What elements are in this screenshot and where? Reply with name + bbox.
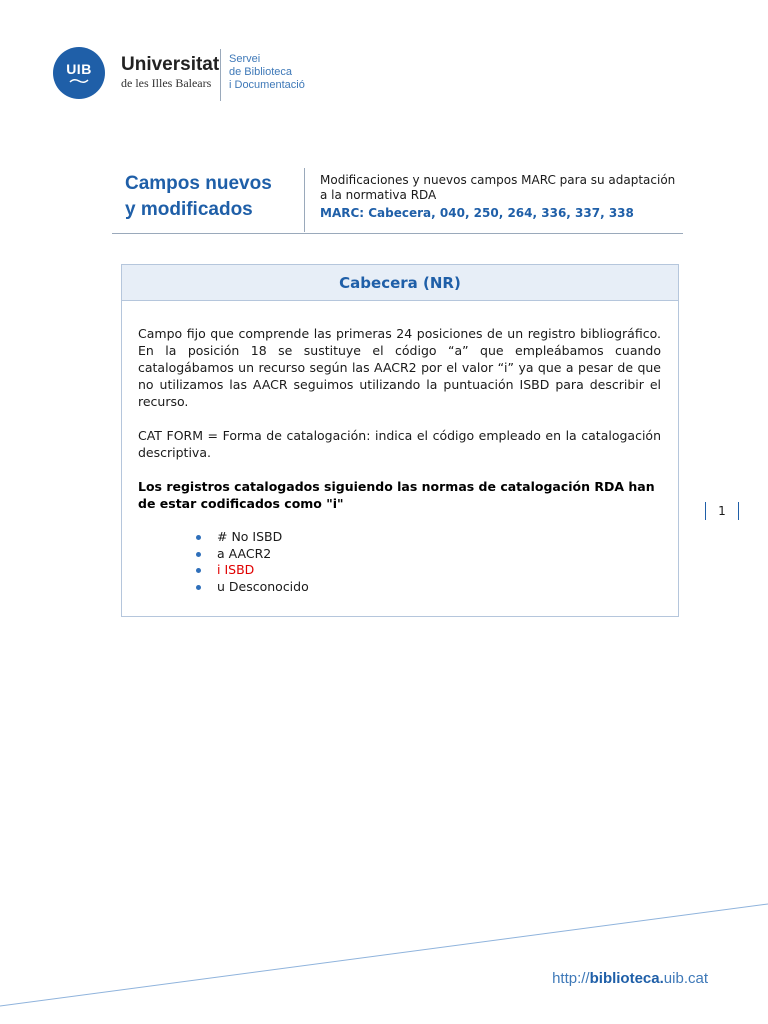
bullet-icon bbox=[196, 552, 201, 557]
paragraph-cat-form: CAT FORM = Forma de catalogación: indica el código empleado en la catalogación descriptiva. bbox=[138, 428, 661, 460]
title-line1: Campos nuevos bbox=[125, 173, 272, 194]
decorative-line bbox=[0, 900, 768, 1010]
header-horizontal-divider bbox=[112, 233, 683, 234]
code-no-isbd: # No ISBD bbox=[217, 529, 283, 544]
header-description: Modificaciones y nuevos campos MARC para su adaptación a la normativa RDA bbox=[320, 173, 676, 202]
code-aacr2: a AACR2 bbox=[217, 545, 272, 561]
document-header bbox=[112, 168, 683, 234]
service-line1: Servei bbox=[229, 53, 261, 65]
logo-divider bbox=[220, 49, 221, 101]
university-line2: de les Illes Balears bbox=[121, 76, 212, 90]
list-item bbox=[196, 546, 661, 563]
uib-seal-icon bbox=[53, 47, 105, 99]
url-prefix: http:// bbox=[552, 970, 590, 987]
url-bold: biblioteca. bbox=[589, 970, 664, 987]
university-line1: Universitat bbox=[121, 54, 220, 75]
marc-fields: MARC: Cabecera, 040, 250, 264, 336, 337, 338 bbox=[320, 206, 634, 220]
service-line2: de Biblioteca bbox=[229, 66, 292, 78]
section-body bbox=[138, 325, 661, 595]
footer-url[interactable] bbox=[552, 970, 708, 987]
page-number-value: 1 bbox=[718, 504, 726, 518]
paragraph-description: Campo fijo que comprende las primeras 24 posiciones de un registro bibliográfico. En la posición 18 se sustituye el código “a” que empleábamos cuando catalogábamos un recurso según las AACR2 por el valor “i” ya que a pesar de que no utilizamos las AACR seguimos utilizando la puntuación ISBD para describir el recurso. bbox=[138, 326, 661, 409]
page-number bbox=[705, 502, 739, 520]
section-header bbox=[122, 265, 678, 301]
section-heading: Cabecera (NR) bbox=[339, 273, 461, 292]
title-line2: y modificados bbox=[125, 199, 253, 220]
code-isbd: i ISBD bbox=[217, 562, 255, 577]
cabecera-section bbox=[121, 264, 679, 617]
code-list bbox=[138, 529, 661, 595]
seal-text: UIB bbox=[66, 61, 92, 77]
university-name bbox=[121, 54, 219, 90]
wave-icon bbox=[69, 78, 89, 84]
url-suffix: uib.cat bbox=[663, 970, 708, 987]
list-item bbox=[196, 529, 661, 546]
bullet-icon bbox=[196, 568, 201, 573]
list-item bbox=[196, 562, 661, 579]
code-desconocido: u Desconocido bbox=[217, 578, 309, 594]
list-item bbox=[196, 579, 661, 596]
paragraph-rda-note: Los registros catalogados siguiendo las normas de catalogación RDA han de estar codificados como "i" bbox=[138, 479, 655, 511]
bullet-icon bbox=[196, 585, 201, 590]
page-title bbox=[125, 171, 272, 223]
bullet-icon bbox=[196, 535, 201, 540]
page-number-bar-right bbox=[738, 502, 739, 520]
service-name bbox=[229, 53, 305, 92]
header-vertical-divider bbox=[304, 168, 305, 232]
service-line3: i Documentació bbox=[229, 79, 305, 91]
